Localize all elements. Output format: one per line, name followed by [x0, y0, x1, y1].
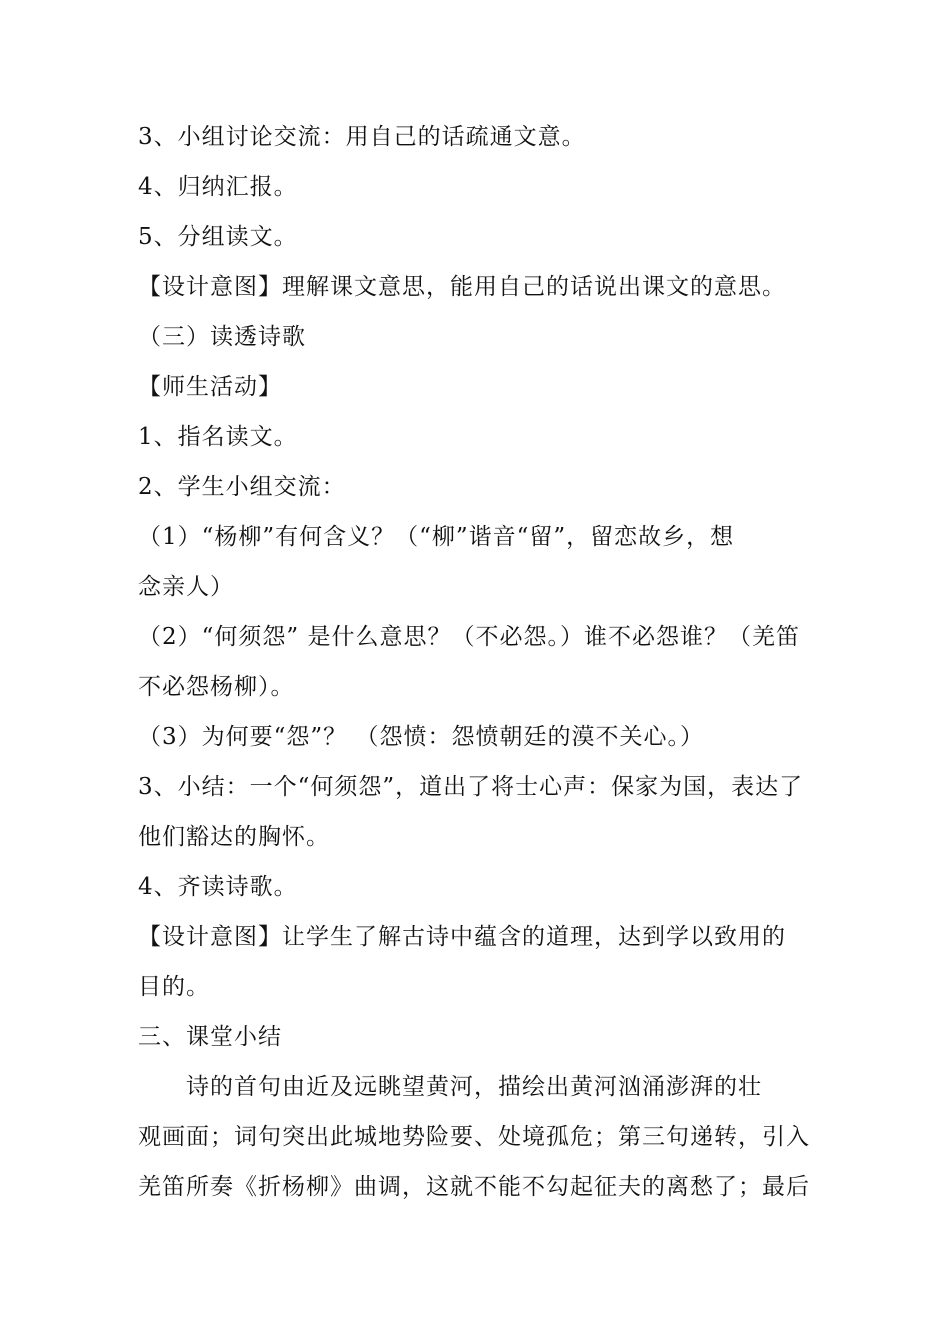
text-line: 4、齐读诗歌。 — [138, 874, 298, 900]
text-line: 3、小组讨论交流：用自己的话疏通文意。 — [138, 124, 586, 150]
text-line: 3、小结：一个“何须怨”，道出了将士心声：保家为国，表达了 — [138, 774, 804, 800]
section-heading: （三）读透诗歌 — [138, 324, 306, 350]
design-intent-line: 【设计意图】让学生了解古诗中蕴含的道理，达到学以致用的 — [138, 924, 786, 950]
text-line: 目的。 — [138, 974, 210, 1000]
text-line: （3）为何要“怨”？ （怨愤：怨愤朝廷的漠不关心。） — [138, 724, 704, 750]
document-body — [138, 112, 818, 1212]
text-line: 2、学生小组交流： — [138, 474, 346, 500]
design-intent-line: 【设计意图】理解课文意思，能用自己的话说出课文的意思。 — [138, 274, 786, 300]
text-line: （1）“杨柳”有何含义？（“柳”谐音“留”，留恋故乡，想 — [138, 524, 735, 550]
text-line: 不必怨杨柳）。 — [138, 674, 295, 700]
paragraph-line: 诗的首句由近及远眺望黄河，描绘出黄河汹涌澎湃的壮 — [186, 1074, 762, 1100]
text-line: 1、指名读文。 — [138, 424, 298, 450]
text-line: （2）“何须怨” 是什么意思？（不必怨。）谁不必怨谁？（羌笛 — [138, 624, 800, 650]
paragraph-line: 羌笛所奏《折杨柳》曲调，这就不能不勾起征夫的离愁了；最后 — [138, 1174, 810, 1200]
text-line: 5、分组读文。 — [138, 224, 298, 250]
paragraph-line: 观画面；词句突出此城地势险要、处境孤危；第三句递转，引入 — [138, 1124, 810, 1150]
activity-heading: 【师生活动】 — [138, 374, 282, 400]
text-line: 他们豁达的胸怀。 — [138, 824, 330, 850]
section-heading: 三、课堂小结 — [138, 1024, 282, 1050]
text-line: 4、归纳汇报。 — [138, 174, 298, 200]
text-line: 念亲人） — [138, 574, 234, 600]
